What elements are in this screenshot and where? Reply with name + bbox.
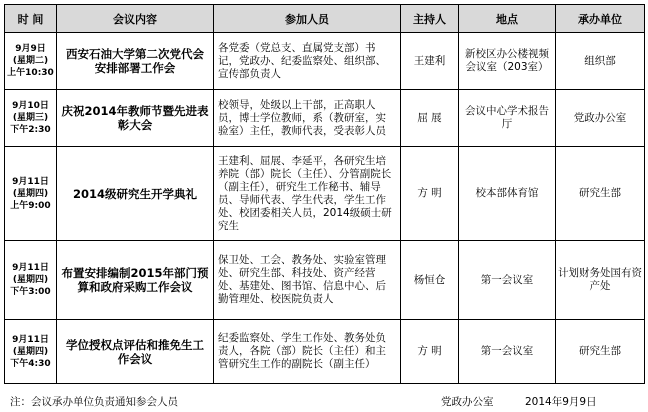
place-cell: 会议中心学术报告厅 (459, 90, 556, 147)
place-cell: 第一会议室 (459, 320, 556, 384)
organizer-cell: 组织部 (556, 33, 645, 90)
header-organizer: 承办单位 (556, 5, 645, 33)
date-text: 9月9日 (15, 44, 46, 54)
topic-cell: 布置安排编制2015年部门预算和政府采购工作会议 (57, 241, 214, 320)
topic-cell: 庆祝2014年教师节暨先进表彰大会 (57, 90, 214, 147)
organizer-cell: 党政办公室 (556, 90, 645, 147)
place-cell: 第一会议室 (459, 241, 556, 320)
time-cell (5, 90, 57, 147)
attendees-cell: 各党委（党总支、直属党支部）书记，党政办、纪委监察处、组织部、宣传部负责人 (214, 33, 401, 90)
header-time: 时 间 (5, 5, 57, 33)
place-cell: 新校区办公楼视频会议室（203室） (459, 33, 556, 90)
date-text: 9月11日 (12, 263, 49, 273)
footer-note: 注：会议承办单位负责通知参会人员 (10, 396, 178, 408)
date-text: 9月10日 (12, 101, 49, 111)
host-cell: 方 明 (401, 147, 459, 241)
header-content: 会议内容 (57, 5, 214, 33)
time-cell (5, 33, 57, 90)
time-text: 上午9:00 (10, 200, 51, 211)
time-text: 上午10:30 (7, 68, 54, 78)
topic-cell: 西安石油大学第二次党代会安排部署工作会 (57, 33, 214, 90)
time-cell (5, 147, 57, 241)
meeting-schedule-table (4, 4, 645, 384)
weekday-text: (星期二) (12, 56, 49, 66)
header-attendees: 参加人员 (214, 5, 401, 33)
header-row (5, 5, 645, 33)
time-text: 下午3:00 (10, 287, 51, 297)
footer-office: 党政办公室 (441, 396, 494, 408)
weekday-text: (星期四) (12, 275, 49, 285)
weekday-text: (星期四) (12, 346, 49, 357)
weekday-text: (星期三) (12, 113, 49, 123)
time-text: 下午2:30 (10, 125, 51, 135)
header-place: 地点 (459, 5, 556, 33)
topic-cell: 2014级研究生开学典礼 (57, 147, 214, 241)
table-row (5, 90, 645, 147)
attendees-cell: 校领导，处级以上干部，正高职人员，博士学位教师，系（教研室，实验室）主任，教师代表，受表彰人员 (214, 90, 401, 147)
table-row (5, 241, 645, 320)
host-cell: 杨恒仓 (401, 241, 459, 320)
time-cell (5, 320, 57, 384)
host-cell: 方 明 (401, 320, 459, 384)
host-cell: 王建利 (401, 33, 459, 90)
organizer-cell: 研究生部 (556, 320, 645, 384)
attendees-cell: 王建利、屈展、李延平，各研究生培养院（部）院长（主任）、分管副院长（副主任），研究生工作秘书、辅导员、导师代表、学生代表，学生工作处、校团委相关人员，2014级硕士研究生 (214, 147, 401, 241)
table-row (5, 33, 645, 90)
footer-date: 2014年9月9日 (525, 396, 597, 408)
attendees-cell: 纪委监察处、学生工作处、教务处负责人，各院（部）院长（主任）和主管研究生工作的副院长（副主任） (214, 320, 401, 384)
date-text: 9月11日 (12, 334, 49, 345)
weekday-text: (星期四) (12, 188, 49, 199)
date-text: 9月11日 (12, 176, 49, 187)
topic-cell: 学位授权点评估和推免生工作会议 (57, 320, 214, 384)
table-row (5, 147, 645, 241)
time-text: 下午4:30 (10, 358, 51, 369)
time-cell (5, 241, 57, 320)
header-host: 主持人 (401, 5, 459, 33)
host-cell: 屈 展 (401, 90, 459, 147)
organizer-cell: 计划财务处国有资产处 (556, 241, 645, 320)
table-row (5, 320, 645, 384)
organizer-cell: 研究生部 (556, 147, 645, 241)
attendees-cell: 保卫处、工会、教务处、实验室管理处、研究生部、科技处、资产经营处、基建处、图书馆、信息中心、后勤管理处、校医院负责人 (214, 241, 401, 320)
place-cell: 校本部体育馆 (459, 147, 556, 241)
